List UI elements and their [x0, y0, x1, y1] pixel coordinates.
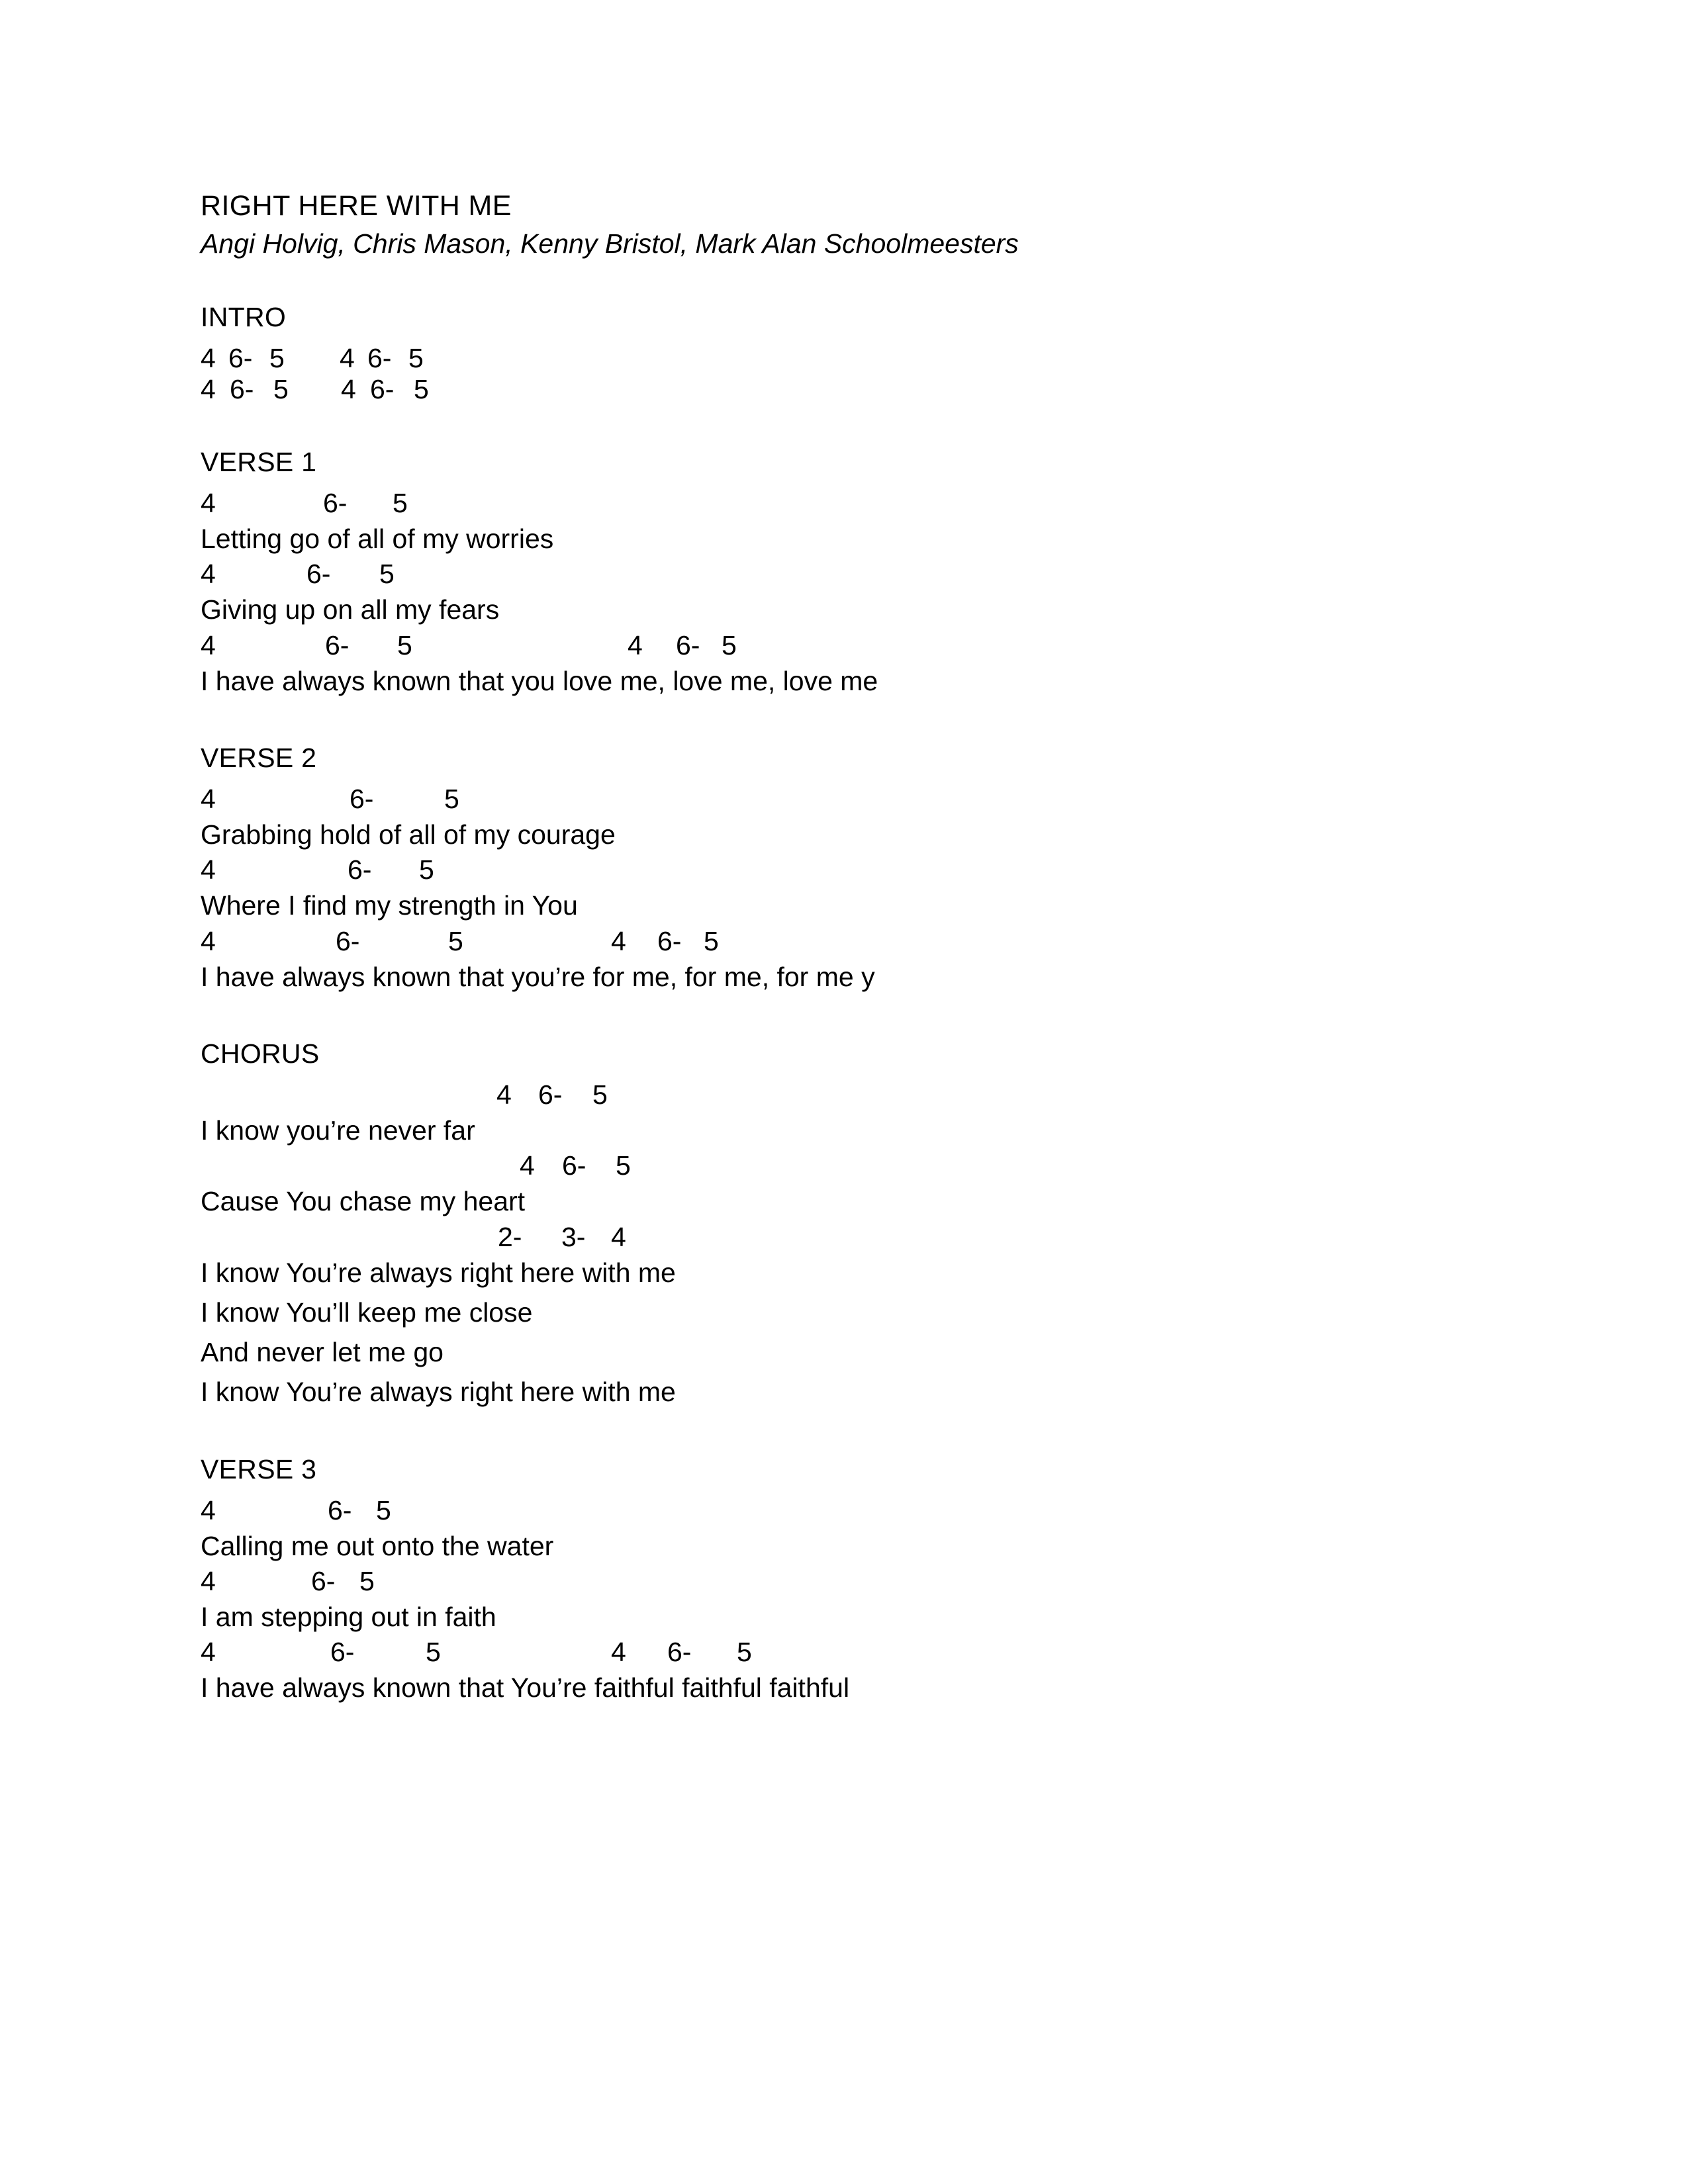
chord-symbol: 6- [367, 342, 392, 373]
chord-symbol: 2- [498, 1221, 522, 1252]
chord-symbol: 6- [328, 1494, 352, 1525]
chord-symbol: 6- [306, 559, 331, 590]
chord-line [201, 1495, 1524, 1526]
chord-line [201, 343, 1524, 374]
chord-symbol: 4 [520, 1150, 535, 1181]
chord-symbol: 5 [592, 1079, 608, 1111]
chord-line [201, 630, 1524, 661]
chord-chart-sheet [201, 189, 1524, 1708]
lyric-line: I have always known that You’re faithful faithful faithful [201, 1672, 850, 1704]
lyric-line: Where I find my strength in You [201, 890, 578, 921]
lyric-line: Cause You chase my heart [201, 1186, 526, 1217]
lyric-line: I have always known that you’re for me, for me, for me y [201, 961, 875, 992]
section-heading: CHORUS [201, 1038, 320, 1069]
chord-symbol: 6- [350, 784, 374, 815]
chord-symbol: 6- [330, 1637, 355, 1668]
chord-symbol: 4 [201, 488, 216, 519]
chord-symbol: 5 [408, 342, 424, 373]
chord-symbol: 6- [676, 629, 700, 660]
chord-line [201, 1079, 1524, 1111]
chord-symbol: 5 [419, 854, 434, 886]
chord-symbol: 4 [611, 1637, 626, 1668]
lyric-line: Grabbing hold of all of my courage [201, 819, 616, 850]
lyric-line: Letting go of all of my worries [201, 523, 554, 555]
chord-symbol: 4 [611, 925, 626, 956]
chord-symbol: 4 [496, 1079, 512, 1111]
chord-symbol: 6- [311, 1566, 336, 1597]
section-heading: VERSE 1 [201, 446, 317, 477]
lyric-line: And never let me go [201, 1337, 444, 1368]
chord-symbol: 4 [628, 629, 643, 660]
chord-symbol: 5 [359, 1566, 375, 1597]
lyric-line: Giving up on all my fears [201, 594, 500, 625]
section-heading: INTRO [201, 301, 287, 332]
chord-symbol: 5 [448, 925, 463, 956]
chord-symbol: 6- [657, 925, 682, 956]
chord-symbol: 6- [228, 342, 253, 373]
lyric-line: I am stepping out in faith [201, 1602, 496, 1633]
chord-symbol: 5 [704, 925, 719, 956]
chord-symbol: 5 [616, 1150, 631, 1181]
chord-line [201, 559, 1524, 590]
chord-symbol: 6- [370, 373, 395, 404]
chord-line [201, 1566, 1524, 1597]
lyric-line: I know You’ll keep me close [201, 1297, 533, 1328]
chord-symbol: 4 [201, 854, 216, 886]
chord-symbol: 6- [538, 1079, 563, 1111]
chord-symbol: 6- [323, 488, 348, 519]
song-section [201, 1453, 1524, 1708]
song-section [201, 446, 1524, 701]
lyric-line: I know You’re always right here with me [201, 1377, 676, 1408]
chord-symbol: 4 [201, 784, 216, 815]
chord-line [201, 488, 1524, 519]
chord-line [201, 784, 1524, 815]
chord-symbol: 5 [397, 629, 412, 660]
chord-symbol: 5 [269, 342, 285, 373]
chord-symbol: 5 [722, 629, 737, 660]
chord-symbol: 3- [561, 1221, 586, 1252]
lyric-line: Calling me out onto the water [201, 1530, 554, 1561]
chord-symbol: 6- [325, 629, 350, 660]
page-title: RIGHT HERE WITH ME [201, 190, 512, 222]
chord-symbol: 4 [341, 373, 356, 404]
chord-symbol: 4 [201, 629, 216, 660]
song-section [201, 301, 1524, 405]
chord-line [201, 1222, 1524, 1253]
chord-line [201, 374, 1524, 405]
chord-symbol: 6- [336, 925, 360, 956]
chord-symbol: 4 [201, 1566, 216, 1597]
chord-symbol: 5 [379, 559, 395, 590]
chord-symbol: 5 [737, 1637, 752, 1668]
section-heading: VERSE 2 [201, 742, 317, 773]
lyric-line: I have always known that you love me, love me, love me [201, 665, 878, 696]
chord-line [201, 1150, 1524, 1181]
chord-symbol: 6- [667, 1637, 692, 1668]
chord-symbol: 6- [562, 1150, 586, 1181]
chord-symbol: 4 [340, 342, 355, 373]
chord-symbol: 4 [201, 1494, 216, 1525]
chord-line [201, 854, 1524, 886]
song-section [201, 1038, 1524, 1412]
chord-symbol: 6- [230, 373, 254, 404]
chord-symbol: 5 [393, 488, 408, 519]
chord-symbol: 5 [444, 784, 459, 815]
chord-symbol: 4 [201, 373, 216, 404]
chord-symbol: 5 [414, 373, 429, 404]
chord-symbol: 5 [376, 1494, 391, 1525]
chord-symbol: 4 [611, 1221, 626, 1252]
lyric-line: I know You’re always right here with me [201, 1257, 676, 1288]
song-section [201, 742, 1524, 997]
chord-line [201, 1637, 1524, 1668]
chord-symbol: 5 [273, 373, 289, 404]
song-authors: Angi Holvig, Chris Mason, Kenny Bristol, Mark Alan Schoolmeesters [201, 228, 1019, 259]
lyric-line: I know you’re never far [201, 1115, 475, 1146]
chord-symbol: 4 [201, 1637, 216, 1668]
chord-symbol: 4 [201, 559, 216, 590]
chord-symbol: 6- [348, 854, 372, 886]
chord-symbol: 4 [201, 925, 216, 956]
section-heading: VERSE 3 [201, 1453, 317, 1484]
chord-line [201, 926, 1524, 957]
chord-symbol: 5 [426, 1637, 441, 1668]
sections-container [201, 301, 1524, 1708]
chord-symbol: 4 [201, 342, 216, 373]
